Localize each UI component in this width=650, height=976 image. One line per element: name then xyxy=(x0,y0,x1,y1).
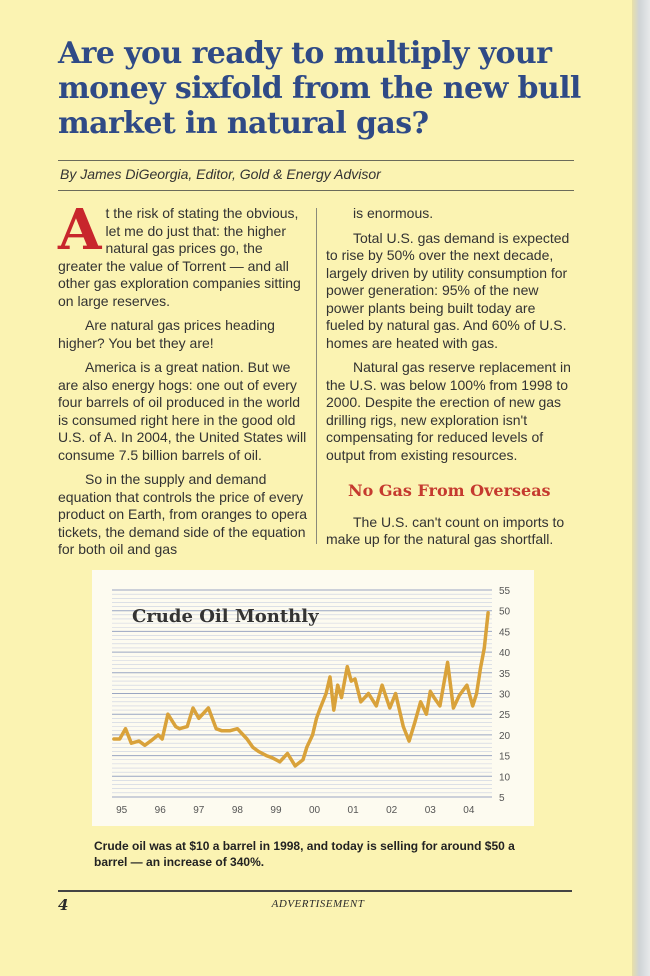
body-paragraph: The U.S. can't count on imports to make up for the natural gas shortfall. xyxy=(326,513,565,547)
y-tick-label: 10 xyxy=(499,772,511,784)
chart-caption: Crude oil was at $10 a barrel in 1998, and today is selling for around $50 a barrel — an increase of 340%. xyxy=(94,839,515,869)
x-tick-label: 97 xyxy=(193,805,205,816)
page-number: 4 xyxy=(58,896,69,914)
body-paragraph: Are natural gas prices heading higher? You bet they are! xyxy=(58,317,275,351)
body-paragraph: Natural gas reserve replacement in the U.S. was below 100% from 1998 to 2000. Despite the erection of new gas drilling rigs, new exploration isn't compensating for reduced levels of output from existing resources. xyxy=(326,359,571,463)
section-subhead: No Gas From Overseas xyxy=(348,481,551,500)
left-column xyxy=(58,197,308,566)
y-tick-label: 45 xyxy=(499,627,511,639)
x-tick-label: 98 xyxy=(231,805,243,816)
x-tick-label: 03 xyxy=(424,805,436,816)
y-tick-label: 5 xyxy=(499,793,505,804)
y-tick-label: 50 xyxy=(499,606,511,618)
headline: Are you ready to multiply your money sixfold from the new bull market in natural gas? xyxy=(58,36,581,141)
byline-top-rule xyxy=(58,160,574,161)
intro-text: t the risk of stating the obvious, let me do just that: the higher natural gas prices go, the greater the value of Torrent — and all other gas exploration companies sitting on large reserves. xyxy=(58,205,301,309)
x-tick-label: 02 xyxy=(386,805,398,816)
dropcap: A xyxy=(58,197,102,263)
x-tick-label: 99 xyxy=(270,805,282,816)
x-tick-label: 04 xyxy=(463,805,475,816)
crude-oil-chart xyxy=(92,570,534,826)
column-divider xyxy=(316,208,317,544)
y-tick-label: 55 xyxy=(499,586,511,597)
y-tick-label: 25 xyxy=(499,710,511,722)
body-paragraph: is enormous. xyxy=(353,205,434,221)
y-tick-label: 35 xyxy=(499,668,511,680)
y-tick-label: 15 xyxy=(499,751,511,763)
footer-rule xyxy=(58,890,572,892)
body-paragraph: America is a great nation. But we are also energy hogs: one out of every four barrels of oil produced in the world is consumed right here in the good old U.S. of A. In 2004, the United States will consume 7.5 billion barrels of oil. xyxy=(58,359,307,463)
body-paragraph: So in the supply and demand equation that controls the price of every product on Earth, from oranges to opera tickets, the demand side of the equation for both oil and gas xyxy=(58,471,308,557)
y-tick-label: 20 xyxy=(499,730,511,742)
chart-svg xyxy=(92,570,534,826)
chart-title: Crude Oil Monthly xyxy=(132,606,319,627)
x-tick-label: 01 xyxy=(347,805,359,816)
byline-bottom-rule xyxy=(58,190,574,191)
body-paragraph: Total U.S. gas demand is expected to rise by 50% over the next decade, largely driven by utility consumption for power generation: 95% of the new power plants being built today are fueled by natural gas. And 60% of U.S. homes are heated with gas. xyxy=(326,229,570,351)
advertisement-label: ADVERTISEMENT xyxy=(271,898,365,910)
right-column xyxy=(326,205,572,556)
page-edge xyxy=(632,0,650,976)
y-tick-label: 30 xyxy=(499,689,511,701)
intro-paragraph xyxy=(58,197,308,310)
y-tick-label: 40 xyxy=(499,648,511,660)
x-tick-label: 96 xyxy=(154,805,166,816)
x-tick-label: 95 xyxy=(116,805,128,816)
byline: By James DiGeorgia, Editor, Gold & Energy Advisor xyxy=(60,166,381,182)
x-tick-label: 00 xyxy=(308,805,321,816)
